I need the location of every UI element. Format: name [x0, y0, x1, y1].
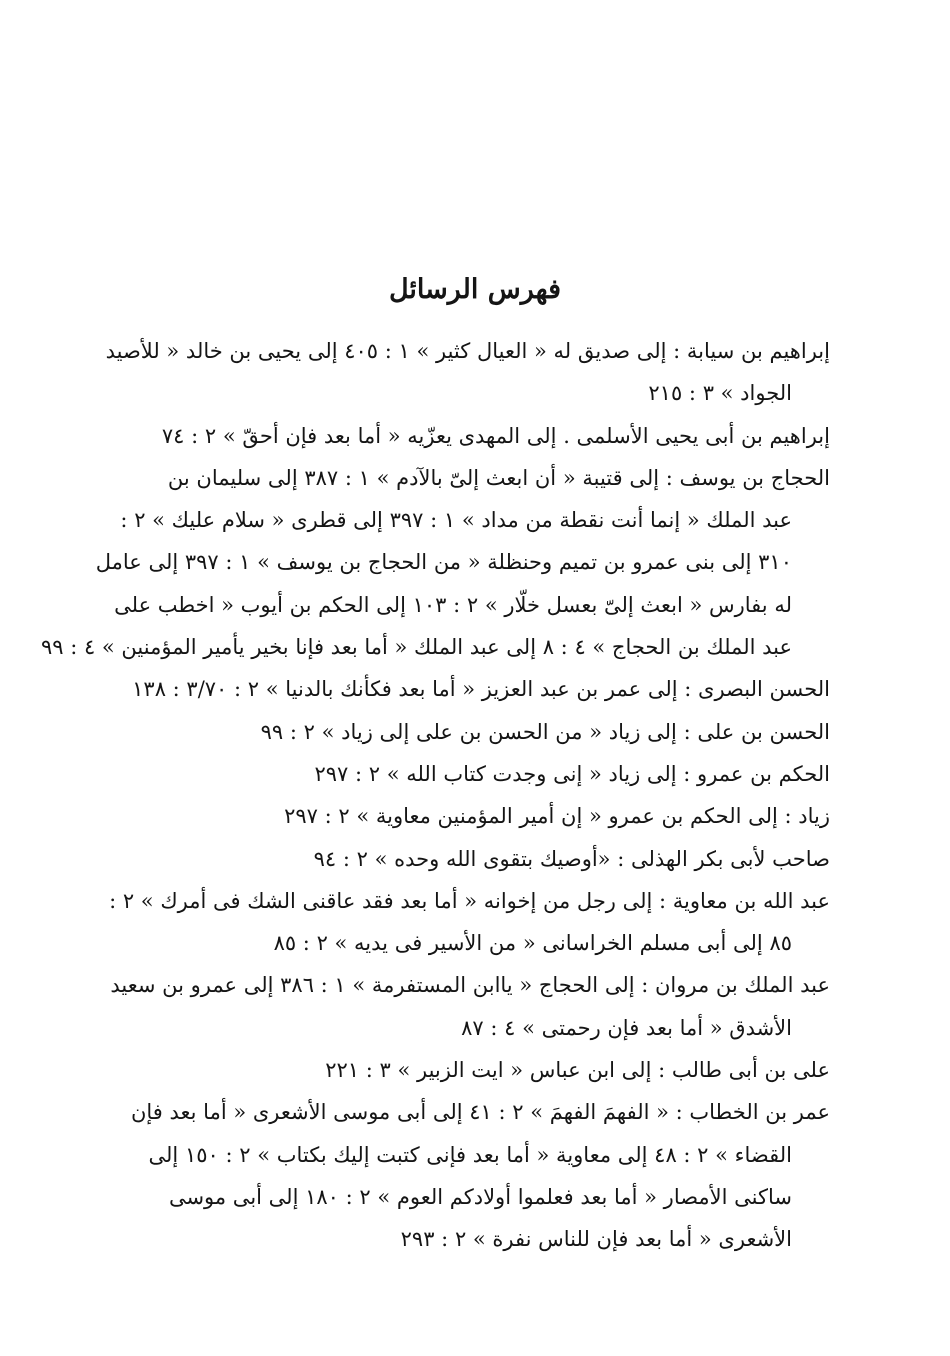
entry-continuation-line: الأشعرى « أما بعد فإن للناس نفرة » ٢ : ٢٩٣ [400, 1227, 792, 1252]
index-entry-ibrahim-ibn-abi-yahya [160, 415, 830, 457]
entry-continuation-line: ٨٥ إلى أبى مسلم الخراسانى « من الأسير فى يديه » ٢ : ٨٥ [273, 931, 792, 956]
entry-line: إبراهيم بن أبى يحيى الأسلمى . إلى المهدى يعزّيه « أما بعد فإن أحقّ » ٢ : ٧٤ [161, 423, 830, 448]
entry-line: عمر بن الخطاب : « الفهمَ الفهمَ » ٢ : ٤١ إلى أبى موسى الأشعرى « أما بعد فإن [130, 1100, 830, 1125]
entry-line: عبد الله بن معاوية : إلى رجل من إخوانه « أما بعد فقد عاقنى الشك فى أمرك » ٢ : [109, 888, 830, 913]
index-entry-hasan-ibn-ali [160, 711, 830, 753]
index-entry-ali-ibn-abi-talib [160, 1049, 830, 1091]
index-entry-hajjaj-ibn-yusuf [40, 457, 830, 668]
entry-continuation-line: الجواد » ٣ : ٢١٥ [648, 381, 792, 406]
entry-line: على بن أبى طالب : إلى ابن عباس « ايت الزبير » ٣ : ٢٢١ [325, 1058, 830, 1083]
entry-line: صاحب لأبى بكر الهذلى : «أوصيك بتقوى الله وحده » ٢ : ٩٤ [313, 846, 830, 871]
entry-continuation-line: عبد الملك بن الحجاج » ٤ : ٨ إلى عبد الملك « أما بعد فإنا بخير يأمير المؤمنين » ٤ : ٩٩ [40, 635, 792, 660]
letters-index-list [40, 330, 830, 1261]
index-entry-umar-ibn-al-khattab [130, 1091, 830, 1260]
entry-continuation-line: له بفارس « ابعث إلىّ بعسل خلّار » ٢ : ١٠٣ إلى الحكم بن أيوب « اخطب على [114, 592, 792, 617]
index-entry-abdallah-ibn-muawiya [109, 880, 830, 965]
index-entry-abd-al-malik-ibn-marwan [110, 964, 830, 1049]
entry-continuation-line: ساكنى الأمصار « أما بعد فعلموا أولادكم العوم » ٢ : ١٨٠ إلى أبى موسى [168, 1184, 792, 1209]
entry-line: إبراهيم بن سيابة : إلى صديق له « العيال كثير » ١ : ٤٠٥ إلى يحيى بن خالد « للأصيد [105, 339, 830, 363]
entry-continuation-line: القضاء » ٢ : ٤٨ إلى معاوية « أما بعد فإنى كتبت إليك بكتاب » ٢ : ١٥٠ إلى [148, 1142, 792, 1167]
page-title: فهرس الرسائل [388, 274, 562, 305]
entry-line: الحسن البصرى : إلى عمر بن عبد العزيز « أما بعد فكأنك بالدنيا » ٢ : ٣/٧٠ : ١٣٨ [132, 677, 830, 702]
entry-continuation-line: الأشدق « أما بعد فإن رحمتى » ٤ : ٨٧ [461, 1015, 792, 1040]
entry-line: زياد : إلى الحكم بن عمرو « إن أمير المؤمنين معاوية » ٢ : ٢٩٧ [284, 804, 830, 829]
index-entry-hakam-ibn-amr [160, 753, 830, 795]
entry-line: الحجاج بن يوسف : إلى قتيبة « أن ابعث إلىّ بالآدم » ١ : ٣٨٧ إلى سليمان بن [167, 465, 830, 490]
entry-continuation-line: ٣١٠ إلى بنى عمرو بن تميم وحنظلة « من الحجاج بن يوسف » ١ : ٣٩٧ إلى عامل [95, 550, 792, 575]
entry-continuation-line: عبد الملك « إنما أنت نقطة من مداد » ١ : ٣٩٧ إلى قطرى « سلام عليك » ٢ : [120, 508, 792, 533]
entry-line: عبد الملك بن مروان : إلى الحجاج « ياابن المستفرمة » ١ : ٣٨٦ إلى عمرو بن سعيد [110, 973, 830, 998]
index-entry-hasan-basri [132, 668, 830, 710]
index-entry-ziyad [160, 795, 830, 837]
index-entry-ibrahim-ibn-sayaba [105, 330, 830, 415]
entry-line: الحسن بن على : إلى زياد « من الحسن بن على إلى زياد » ٢ : ٩٩ [260, 719, 830, 744]
entry-line: الحكم بن عمرو : إلى زياد « إنى وجدت كتاب الله » ٢ : ٢٩٧ [314, 761, 830, 786]
index-entry-companion-of-abu-bakr [160, 838, 830, 880]
